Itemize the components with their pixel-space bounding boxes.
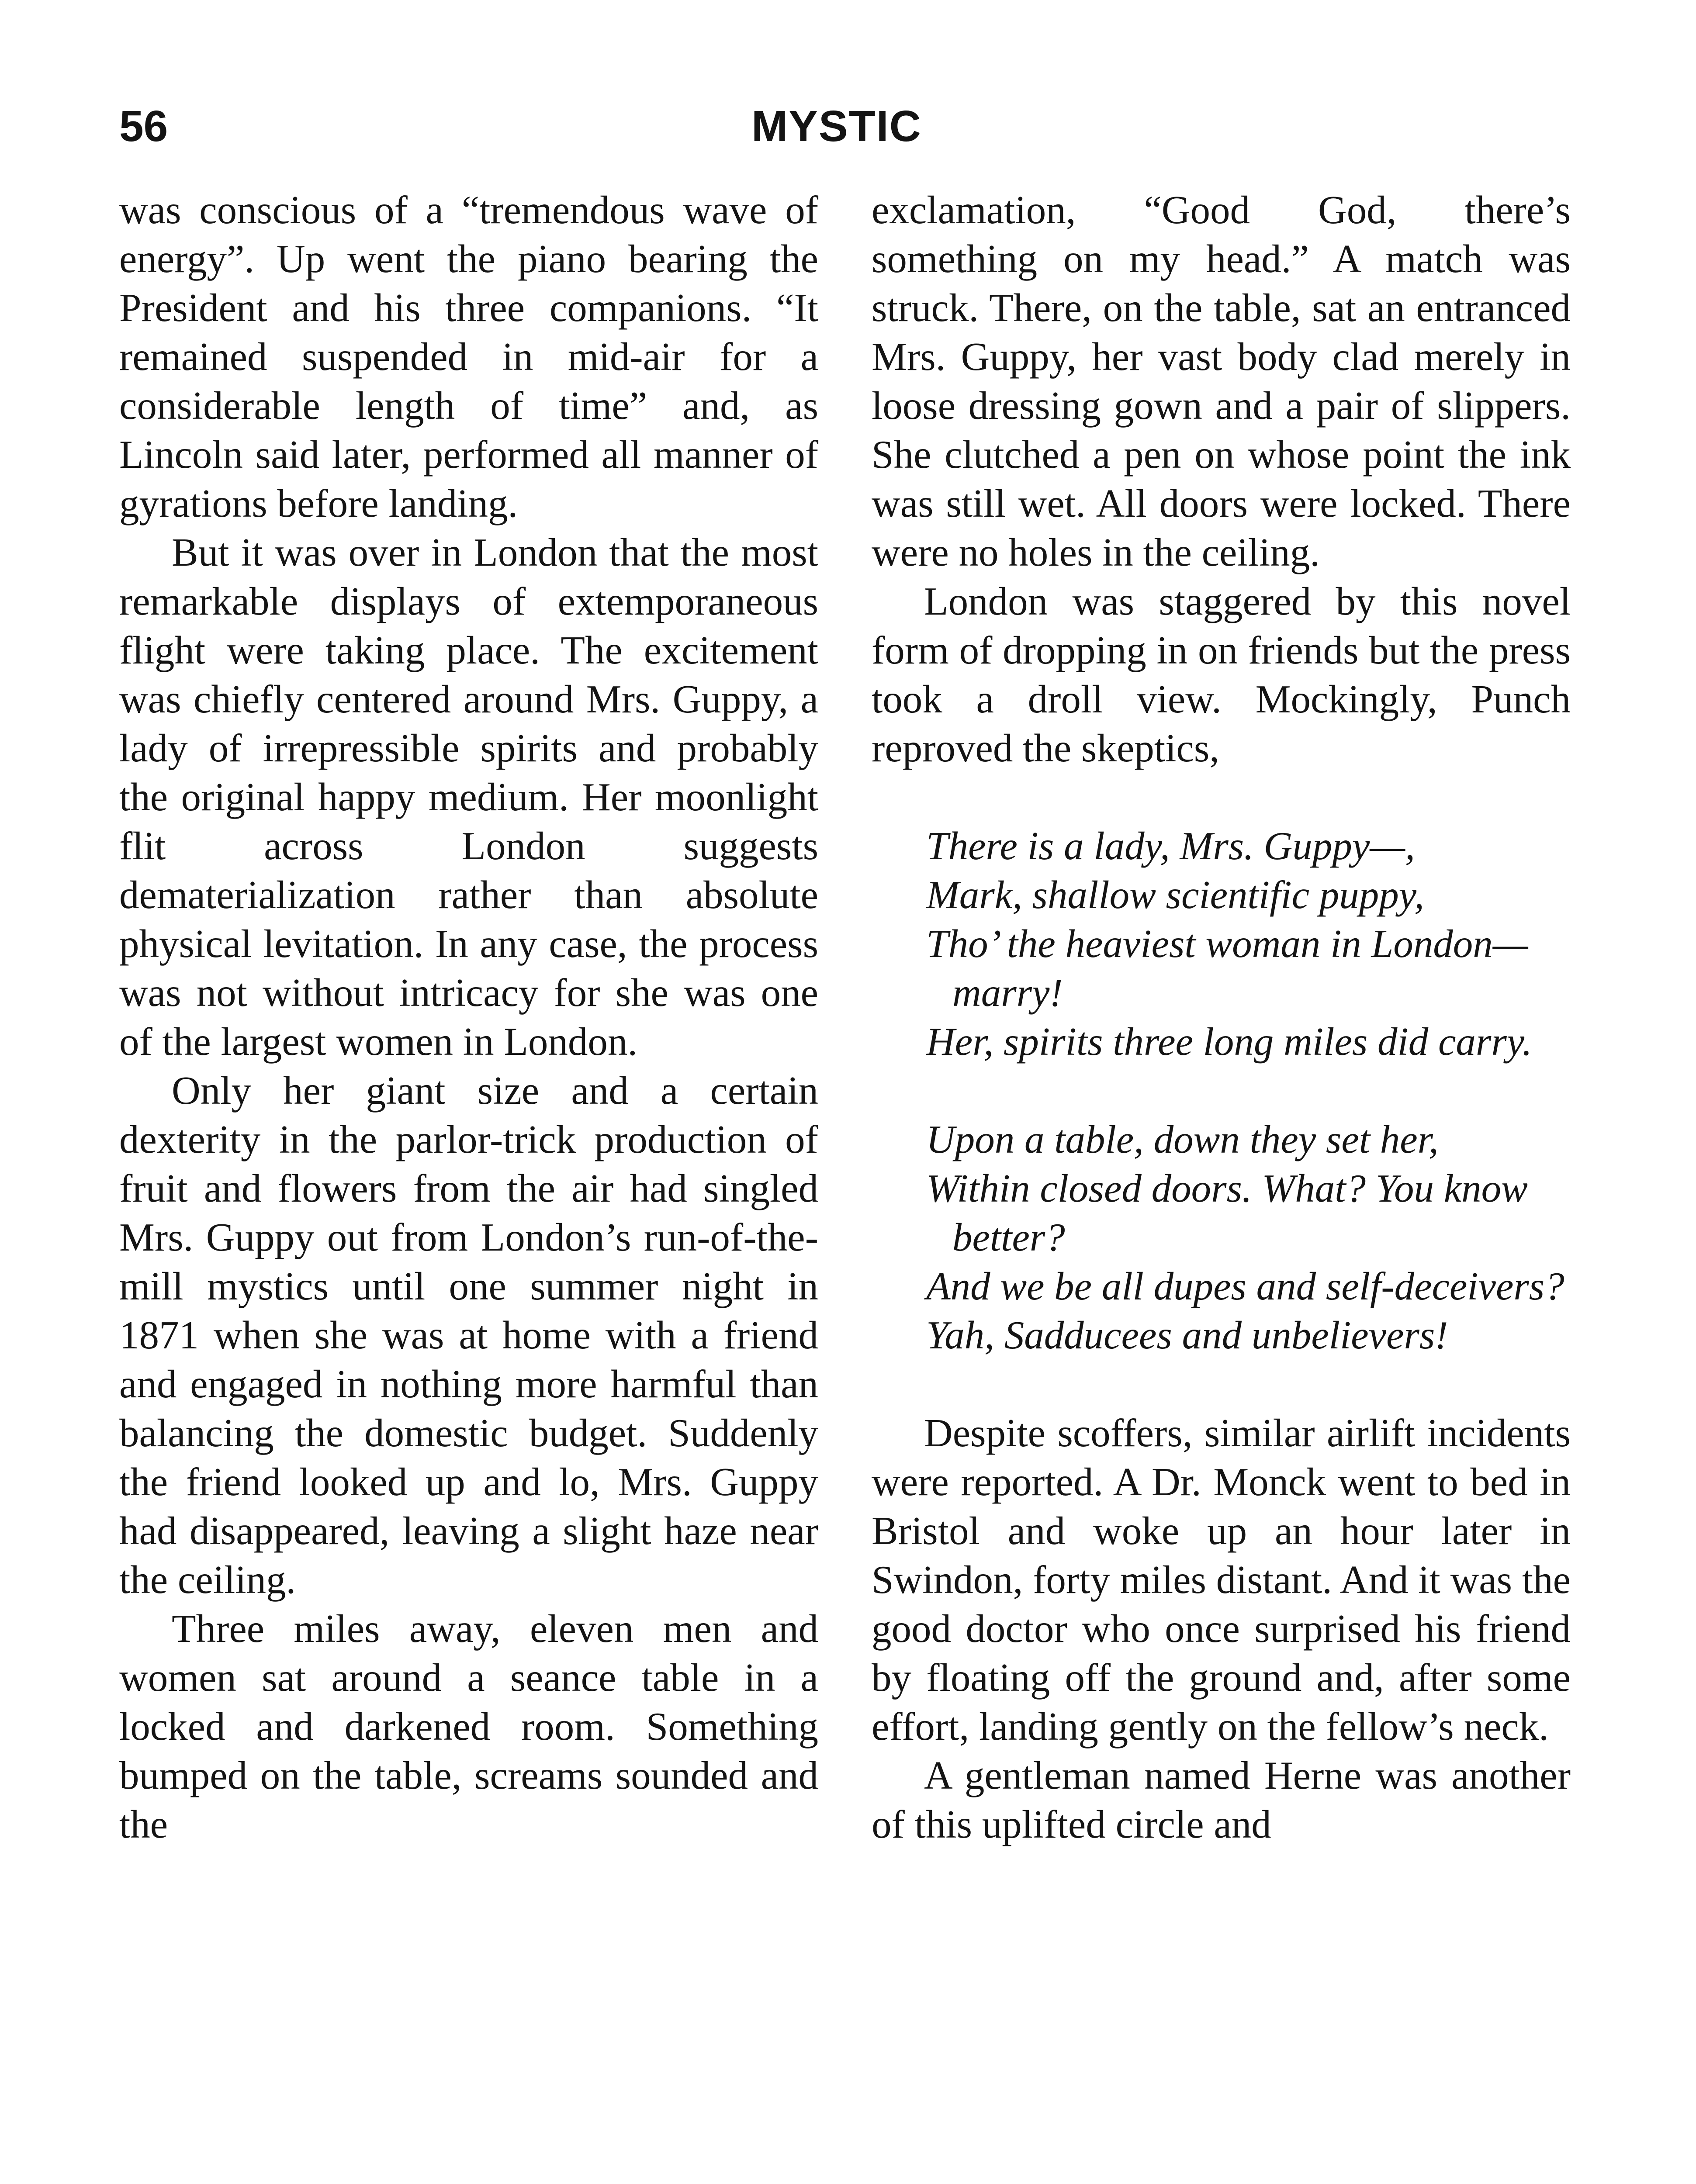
paragraph: exclamation, “Good God, there’s something on my head.” A match was struck. There, on the table, sat an entranced Mrs. Guppy, her vast body clad merely in loose dressing gown and a pair of slippers. She clutched a pen on whose point the ink was still wet. All doors were locked. There were no holes in the ceiling. xyxy=(872,188,1571,574)
poem-line: Yah, Sadducees and unbelievers! xyxy=(926,1313,1448,1357)
poem-line: Mark, shallow scientific puppy, xyxy=(926,873,1424,917)
running-head: MYSTIC xyxy=(751,102,922,151)
left-column xyxy=(119,186,818,1849)
poem-line: Her, spirits three long miles did carry. xyxy=(926,1019,1532,1064)
poem-line: Tho’ the heaviest woman in London—marry! xyxy=(926,922,1528,1015)
poem-line: And we be all dupes and self-deceivers? xyxy=(926,1264,1564,1308)
poem-stanza xyxy=(926,1115,1571,1360)
paragraph: London was staggered by this novel form of dropping in on friends but the press took a droll view. Mockingly, Punch reproved the skeptics, xyxy=(872,579,1571,770)
poem-stanza xyxy=(926,822,1571,1066)
paragraph: was conscious of a “tremendous wave of energy”. Up went the piano bearing the President and his three companions. “It remained suspended in mid-air for a considerable length of time” and, as Lincoln said later, performed all manner of gyrations before landing. xyxy=(119,188,818,525)
poem-line: There is a lady, Mrs. Guppy—, xyxy=(926,824,1415,868)
poem-line: Upon a table, down they set her, xyxy=(926,1117,1439,1161)
poem xyxy=(872,822,1571,1360)
right-column xyxy=(872,186,1571,1849)
paragraph: But it was over in London that the most remarkable displays of extemporaneous flight were taking place. The excitement was chiefly centered around Mrs. Guppy, a lady of irrepressible spirits and probably the original happy medium. Her moonlight flit across London suggests dematerialization rather than absolute physical levitation. In any case, the process was not without intricacy for she was one of the largest women in London. xyxy=(119,530,818,1064)
paragraph: A gentleman named Herne was another of this uplifted circle and xyxy=(872,1753,1571,1846)
paragraph: Three miles away, eleven men and women sat around a seance table in a locked and darkened room. Something bumped on the table, screams sounded and the xyxy=(119,1607,818,1846)
paragraph: Only her giant size and a certain dexterity in the parlor-trick production of fruit and flowers from the air had singled Mrs. Guppy out from London’s run-of-the-mill mystics until one summer night in 1871 when she was at home with a friend and engaged in nothing more harmful than balancing the domestic budget. Suddenly the friend looked up and lo, Mrs. Guppy had disappeared, leaving a slight haze near the ceiling. xyxy=(119,1068,818,1602)
poem-line: Within closed doors. What? You know better? xyxy=(926,1166,1528,1259)
paragraph: Despite scoffers, similar airlift incidents were reported. A Dr. Monck went to bed in Bristol and woke up an hour later in Swindon, forty miles distant. And it was the good doctor who once surprised his friend by floating off the ground and, after some effort, landing gently on the fellow’s neck. xyxy=(872,1411,1571,1749)
page-number: 56 xyxy=(119,102,168,151)
